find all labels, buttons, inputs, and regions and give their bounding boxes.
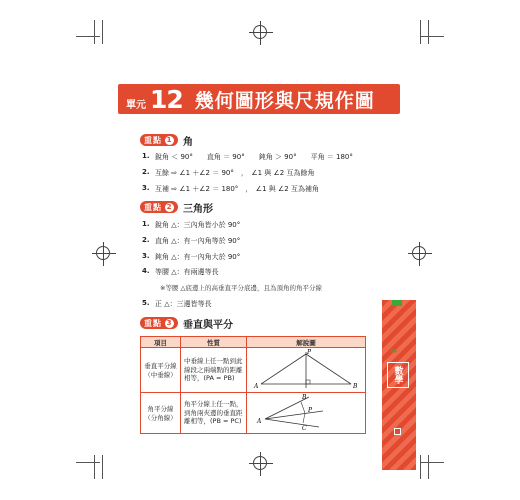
crop-mark: [428, 20, 429, 44]
unit-number: 12: [150, 84, 183, 114]
angle-bisector-figure: [247, 393, 365, 431]
section-number: 1: [166, 136, 173, 144]
registration-mark-left: [96, 246, 110, 260]
triangle-line: 4. 等腰 △：有兩邊等長: [142, 267, 219, 276]
label-a: A: [257, 418, 262, 425]
label-p: P: [307, 349, 312, 356]
section-title: 三角形: [183, 203, 213, 215]
section-tag: 重點 1: [140, 134, 178, 146]
triangle-note: ※等腰 △底邊上的高垂直平分底邊，且為頂角的角平分線: [160, 284, 323, 292]
registration-mark-bottom: [253, 456, 267, 470]
unit-word: 單元: [126, 100, 146, 111]
crop-mark: [420, 455, 421, 479]
triangle-line: 1. 銳角 △：三內角皆小於 90°: [142, 220, 241, 229]
leaf-icon: ❧: [390, 346, 399, 357]
property-cell: 角平分線上任一點， 到角兩夾邊的垂直距 離相等，(PB = PC): [181, 393, 247, 434]
table-row: [141, 348, 366, 393]
angle-line: 2. 互餘 ⇨ ∠1 ＋∠2 ＝ 90° ， ∠1 與 ∠2 互為餘角: [142, 168, 315, 177]
angle-line: 1. 銳角 ＜ 90° 直角 ＝ 90° 鈍角 ＞ 90° 平角 ＝ 180°: [142, 152, 353, 161]
item-cell: 角平分線 （分角線）: [141, 393, 181, 434]
unit-title: 幾何圖形與尺規作圖: [194, 89, 375, 112]
section-head-angles: [140, 133, 193, 147]
segment-pa: [261, 354, 306, 384]
label-a: A: [254, 383, 259, 390]
crop-mark: [76, 36, 100, 37]
unit-title-banner: [118, 84, 400, 114]
table-header: 性質: [181, 337, 247, 348]
diagram-cell: [247, 348, 366, 393]
table-header-row: [141, 337, 366, 348]
subject-label: 數學: [387, 362, 409, 388]
crop-mark: [420, 36, 444, 37]
registration-mark-top: [253, 25, 267, 39]
crop-mark: [94, 20, 95, 44]
perp-pc: [303, 413, 305, 423]
triangle-line: 5. 正 △：三邊皆等長: [142, 299, 212, 308]
perp-pb: [301, 402, 305, 413]
section-head-perpendicular: [140, 316, 233, 330]
property-cell: 中垂線上任一點到此 線段之兩端點的距離 相等，(PA = PB): [181, 348, 247, 393]
tab-marker: [392, 300, 402, 306]
ray-ac: [265, 419, 319, 427]
crop-mark: [76, 462, 100, 463]
diagram-cell: [247, 393, 366, 434]
crop-mark: [102, 455, 103, 479]
label-b: B: [353, 383, 358, 390]
label-c: C: [302, 425, 307, 431]
right-angle-mark: [306, 380, 310, 384]
subject-side-tab: [382, 300, 416, 470]
crop-mark: [94, 455, 95, 479]
section-number: 2: [166, 203, 173, 211]
segment-pb: [306, 354, 351, 384]
table-header: 解說圖: [247, 337, 366, 348]
table-header: 項目: [141, 337, 181, 348]
triangle-line: 3. 鈍角 △：有一內角大於 90°: [142, 252, 241, 261]
triangle-line: 2. 直角 △：有一內角等於 90°: [142, 236, 241, 245]
section-tag: 重點 3: [140, 317, 178, 329]
label-p: P: [308, 407, 313, 414]
section-title: 垂直與平分: [183, 319, 233, 331]
crop-mark: [420, 20, 421, 44]
section-head-triangles: [140, 200, 213, 214]
perpendicular-bisector-figure: [247, 348, 365, 390]
registration-mark-right: [412, 246, 426, 260]
label-b: B: [302, 394, 307, 401]
crop-mark: [420, 462, 444, 463]
crop-mark: [428, 455, 429, 479]
crop-mark: [102, 20, 103, 44]
section-title: 角: [183, 136, 193, 148]
square-marker-icon: [394, 428, 401, 435]
section-tag: 重點 2: [140, 201, 178, 213]
section-number: 3: [166, 319, 173, 327]
item-cell: 垂直平分線 （中垂線）: [141, 348, 181, 393]
properties-table: [140, 336, 366, 434]
table-row: [141, 393, 366, 434]
angle-line: 3. 互補 ⇨ ∠1 ＋∠2 ＝ 180° ， ∠1 與 ∠2 互為補角: [142, 184, 319, 193]
